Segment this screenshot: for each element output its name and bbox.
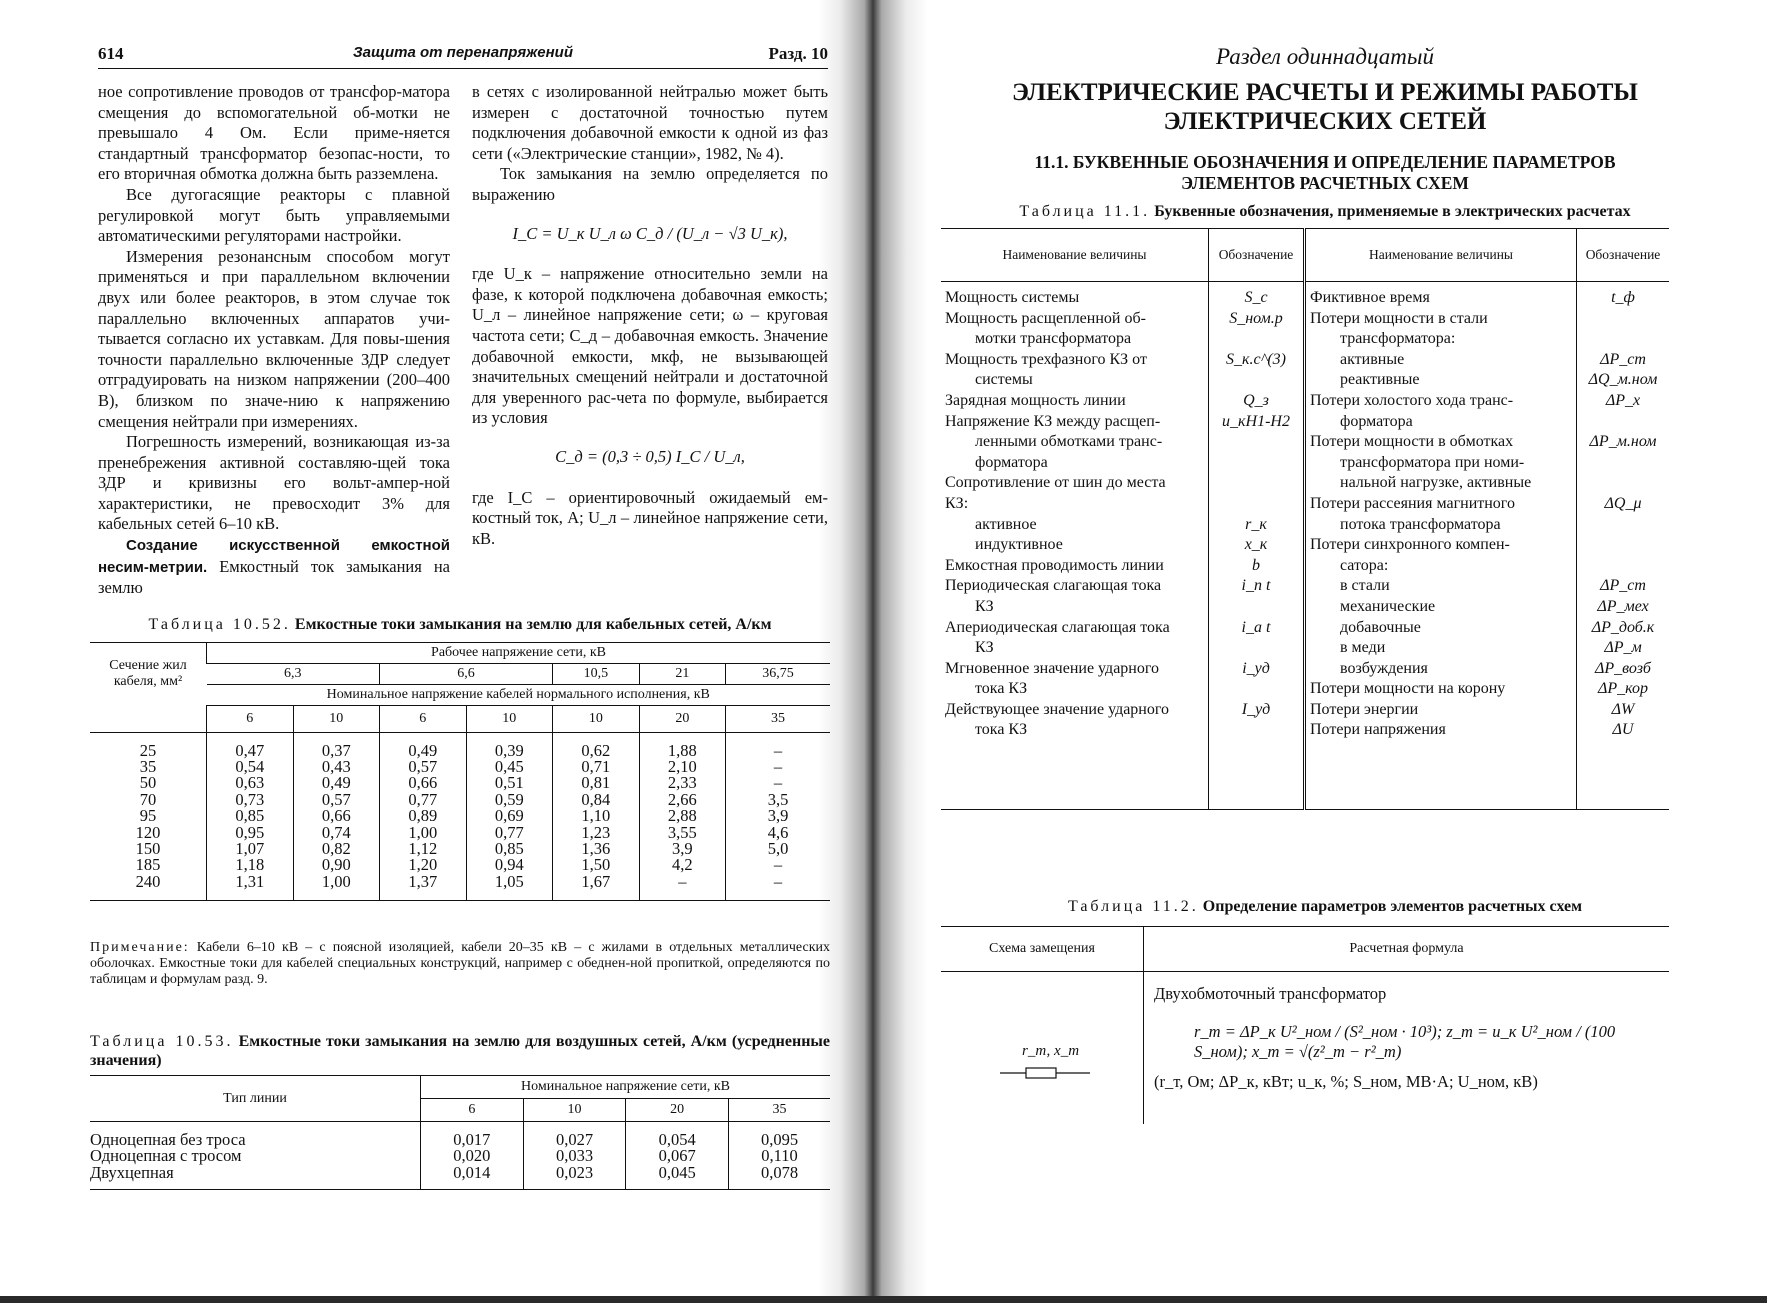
table-10-52-caption (90, 616, 830, 634)
formula-text: r_т = ΔP_к U²_ном / (S²_ном · 10³); z_т = u_к U²_ном / (100 S_ном); x_т = √(z²_т − r²_т) (1194, 1022, 1616, 1061)
list-line: КЗ: (945, 494, 969, 512)
table-cell: 0,49 (293, 775, 380, 791)
table-cell: 1,10 (553, 808, 640, 824)
table-cell: 5,0 (726, 841, 830, 857)
table-cell: 2,10 (639, 759, 726, 775)
list-line: активное (975, 515, 1037, 533)
list-line: Потери холостого хода транс- (1310, 391, 1514, 409)
text-column-1 (98, 82, 450, 599)
table-cell: 3,5 (726, 792, 830, 808)
list-line (1213, 494, 1299, 515)
list-line: S_c (1244, 289, 1268, 306)
list-line: ΔU (1612, 721, 1634, 739)
table-cell: 0,66 (293, 808, 380, 824)
table-header: Тип линии (90, 1076, 421, 1122)
table-header: 20 (626, 1099, 729, 1122)
list-line: реактивные (1340, 371, 1420, 389)
table-header: Номинальное напряжение кабелей нормального исполнения, кВ (207, 685, 831, 706)
list-line (1581, 556, 1665, 577)
list-line: Сопротивление от шин до места (945, 474, 1166, 492)
subsection-title (925, 152, 1725, 194)
table-header: 21 (639, 664, 726, 685)
list-line: Мощность трехфазного КЗ от (945, 350, 1147, 368)
list-line: активные (1340, 350, 1405, 368)
list-line: Апериодическая слагающая тока (945, 618, 1170, 636)
table-cell: 3,9 (726, 808, 830, 824)
table-header: Сечение жил кабеля, мм² (109, 658, 187, 690)
table-cell: 1,12 (380, 841, 467, 857)
paragraph (98, 535, 450, 599)
table-cell: 50 (139, 773, 157, 793)
table-cell: 95 (139, 806, 157, 826)
resistor-symbol-icon (1000, 1063, 1090, 1083)
list-line: потока трансформатора (1340, 515, 1501, 533)
list-line: Емкостная проводимость линии (945, 556, 1164, 574)
table-cell: 1,88 (639, 732, 726, 759)
row-title: Двухобмоточный трансформатор (1154, 984, 1387, 1003)
list-line: Потери мощности в обмотках (1310, 433, 1514, 451)
table-cell: 0,49 (380, 732, 467, 759)
table-note (90, 940, 830, 988)
scheme-cell (941, 972, 1144, 1125)
list-line (1581, 453, 1665, 474)
table-cell: 1,37 (380, 874, 467, 901)
table-cell: 0,71 (553, 759, 640, 775)
list-line: форматора (1340, 412, 1413, 430)
list-line (1213, 370, 1299, 391)
formula-ic: I_C = U_к U_л ω C_д / (U_л − √3 U_к), (512, 223, 788, 243)
names-column-left (941, 282, 1209, 810)
table-cell: 1,07 (207, 841, 294, 857)
list-line: Потери рассеяния магнитного (1310, 494, 1515, 512)
list-line: трансформатора: (1340, 330, 1456, 348)
list-line: добавочные (1340, 618, 1421, 636)
list-line (1213, 453, 1299, 474)
table-cell: 4,2 (639, 857, 726, 873)
table-cell: 185 (135, 855, 161, 875)
table-cell: 1,23 (553, 825, 640, 841)
table-row (90, 792, 830, 808)
table-cell: 25 (139, 740, 157, 760)
list-line (1581, 309, 1665, 330)
table-header: 10 (293, 706, 380, 733)
table-cell: 150 (135, 838, 161, 858)
table-11-2 (941, 926, 1669, 1124)
list-line: ΔP_ст (1600, 350, 1646, 368)
table-cell: – (726, 775, 830, 791)
table-cell: 1,31 (207, 874, 294, 901)
list-line: ΔP_кор (1597, 680, 1649, 698)
list-line: ленными обмотками транс- (975, 433, 1163, 451)
list-line: S_ном.р (1229, 309, 1283, 327)
table-header: 10 (466, 706, 553, 733)
list-line (1213, 720, 1299, 741)
table-row (90, 1122, 830, 1149)
list-line (1213, 638, 1299, 659)
table-cell: 0,66 (380, 775, 467, 791)
table-row (90, 825, 830, 841)
scheme-label: r_т, x_т (1022, 1043, 1080, 1059)
table-cell: 0,014 (421, 1165, 524, 1190)
table-header: Наименование величины (1002, 247, 1147, 262)
left-page (0, 0, 862, 1303)
table-row (90, 857, 830, 873)
table-cell: 2,66 (639, 792, 726, 808)
table-row (90, 759, 830, 775)
list-line: в меди (1340, 639, 1386, 657)
caption-prefix: Таблица 11.1. (1019, 203, 1151, 220)
list-line: S_к.с^(3) (1226, 350, 1286, 368)
formula-cell (1144, 972, 1670, 1125)
table-row (90, 841, 830, 857)
list-line: Потери мощности на корону (1310, 680, 1506, 698)
section-title: Раздел одиннадцатый (1216, 44, 1434, 69)
table-cell: 1,00 (293, 874, 380, 901)
table-cell: 120 (135, 822, 161, 842)
paragraph: где U_к – напряжение относительно земли на фазе, к которой подключена добавочная емкость; U_л – линейное напряжение сети; ω – круговая частота сети; C_д – добавочная емкость. Значение добавочной емкости, мкф, не вызывающей значительных смещений нейтрали и достаточной для уверенного рас-чета по формуле, выбирается из условия (472, 264, 828, 428)
symbols-column-left (1209, 282, 1305, 810)
table-cell: 0,94 (466, 857, 553, 873)
table-cell: 0,020 (421, 1148, 524, 1164)
table-row (90, 732, 830, 759)
list-line: форматора (975, 453, 1048, 471)
table-cell: 0,63 (207, 775, 294, 791)
table-cell: 240 (135, 871, 161, 891)
list-line: Мощность системы (945, 289, 1080, 306)
list-line (1581, 535, 1665, 556)
table-cell: 0,77 (380, 792, 467, 808)
list-line (1213, 432, 1299, 453)
table-header: 10 (553, 706, 640, 733)
right-page (905, 0, 1767, 1303)
list-line: Зарядная мощность линии (945, 391, 1126, 409)
note-text: Кабели 6–10 кВ – с поясной изоляцией, кабели 20–35 кВ – с жилами в отдельных металлических оболочках. Емкостные токи для кабелей специальных конструкций, например с обеднен-ной пропиткой, определяются по таблицам и формулам разд. 9. (90, 940, 830, 987)
table-header: 36,75 (726, 664, 830, 685)
list-line: возбуждения (1340, 659, 1428, 677)
table-header: 6,6 (380, 664, 553, 685)
caption-title: Емкостные токи замыкания на землю для кабельных сетей, А/км (294, 616, 772, 633)
table-11-1-caption (925, 203, 1725, 221)
table-cell: 0,57 (380, 759, 467, 775)
symbols-column-right (1577, 282, 1670, 810)
list-line (1213, 679, 1299, 700)
table-cell: Одноцепная без троса (90, 1122, 421, 1149)
list-line (1581, 329, 1665, 350)
list-line: ΔP_мех (1597, 597, 1649, 615)
table-cell: 0,82 (293, 841, 380, 857)
table-10-53-caption (90, 1032, 830, 1070)
table-row (90, 775, 830, 791)
list-line: ΔQ_м.ном (1588, 371, 1658, 389)
list-line: Мгновенное значение ударного (945, 659, 1160, 677)
table-cell: 0,110 (761, 1146, 798, 1166)
list-line: системы (975, 371, 1033, 389)
paragraph: где I_C – ориентировочный ожидаемый ем-костный ток, А; U_л – линейное напряжение сети, кВ. (472, 487, 828, 548)
list-line: Потери напряжения (1310, 721, 1446, 739)
bold-lead: Создание искусственной емкостной несим-метрии. (98, 537, 450, 576)
table-header: 6,3 (207, 664, 380, 685)
paragraph: Измерения резонансным способом могут применяться и при параллельном включении двух или более реакторов, в этом случае ток параллельно включенных аппаратов учи-тывается согласно их уставкам. Для повы-шения точности параллельно включенные ЗДР следует отградуировать на низком напряжении (200–400 В), близком по значе-нию к напряжению смещения нейтрали при измерениях. (98, 246, 450, 431)
list-line: Мощность расщепленной об- (945, 309, 1146, 327)
table-cell: 0,43 (293, 759, 380, 775)
table-header: 35 (772, 1102, 787, 1117)
table-header: 6 (380, 706, 467, 733)
table-cell: 0,69 (466, 808, 553, 824)
table-cell: Одноцепная с тросом (90, 1148, 421, 1164)
caption-title: Емкостные токи замыкания на землю для воздушных сетей, А/км (усредненные значения) (90, 1033, 831, 1069)
paragraph: Все дугогасящие реакторы с плавной регулировкой могут быть управляемыми автоматическими регуляторами настройки. (98, 184, 450, 246)
list-line: ΔW (1611, 700, 1635, 718)
table-cell: 0,85 (466, 841, 553, 857)
list-line: Потери синхронного компен- (1310, 536, 1510, 554)
list-line: КЗ (975, 597, 994, 615)
table-cell: 4,6 (726, 825, 830, 841)
caption-title: Буквенные обозначения, применяемые в электрических расчетах (1154, 203, 1631, 220)
list-line: Потери мощности в стали (1310, 309, 1488, 327)
table-cell: 0,81 (553, 775, 640, 791)
list-line (1213, 597, 1299, 618)
table-header (90, 706, 207, 733)
table-cell: 0,027 (523, 1122, 626, 1149)
table-cell: – (726, 759, 830, 775)
table-cell: 3,9 (639, 841, 726, 857)
table-cell: 1,00 (380, 825, 467, 841)
table-header: 35 (726, 706, 830, 733)
table-header: Обозначение (1209, 229, 1305, 282)
list-line: Фиктивное время (1310, 289, 1430, 306)
list-line: механические (1340, 597, 1436, 615)
list-line: ΔP_м.ном (1589, 433, 1657, 451)
list-line: мотки трансформатора (975, 330, 1132, 348)
table-cell: 1,20 (380, 857, 467, 873)
table-cell: 2,33 (639, 775, 726, 791)
table-header: 10,5 (553, 664, 640, 685)
chapter-title (925, 78, 1725, 136)
table-header: Наименование величины (1305, 229, 1577, 282)
table-row (90, 874, 830, 901)
list-line (1213, 473, 1299, 494)
table-header: Рабочее напряжение сети, кВ (207, 643, 831, 664)
list-line: Периодическая слагающая тока (945, 577, 1162, 595)
table-cell: 0,078 (760, 1162, 799, 1182)
table-cell: 0,45 (466, 759, 553, 775)
caption-prefix: Таблица 10.53. (90, 1033, 234, 1050)
table-cell: 1,05 (466, 874, 553, 901)
table-cell: 3,55 (639, 825, 726, 841)
list-line: i_уд (1242, 659, 1270, 677)
table-cell: 0,37 (293, 732, 380, 759)
table-cell: 0,62 (553, 732, 640, 759)
table-cell: – (726, 732, 830, 759)
table-cell: 0,89 (380, 808, 467, 824)
list-line: нальной нагрузке, активные (1340, 474, 1532, 492)
table-cell: 0,023 (523, 1165, 626, 1190)
table-cell: 0,84 (553, 792, 640, 808)
table-cell: – (639, 874, 726, 901)
table-cell: 0,59 (466, 792, 553, 808)
chapter-title-line: ЭЛЕКТРИЧЕСКИХ СЕТЕЙ (1163, 108, 1487, 135)
table-header: 10 (523, 1099, 626, 1122)
table-cell: 1,50 (553, 857, 640, 873)
paragraph: ное сопротивление проводов от трансфор-матора смещения до вспомогательной об-мотки не превышало 4 Ом. Если приме-няется стандартный трансформатор безопас-ности, то его вторичная обмотка должна быть разземлена. (98, 82, 450, 184)
list-line: тока КЗ (975, 680, 1028, 698)
table-11-1 (941, 228, 1669, 810)
table-cell: 0,067 (626, 1148, 729, 1164)
table-cell: – (726, 857, 830, 873)
table-cell: 0,77 (466, 825, 553, 841)
table-cell: 1,36 (553, 841, 640, 857)
formula-cd: C_д = (0,3 ÷ 0,5) I_C / U_л, (555, 446, 745, 466)
table-11-2-caption (925, 898, 1725, 916)
table-cell: – (726, 874, 830, 901)
running-title: Защита от перенапряжений (352, 44, 574, 61)
table-cell: 2,88 (639, 808, 726, 824)
list-line (1581, 473, 1665, 494)
list-line: b (1252, 556, 1260, 574)
list-line: ΔP_ст (1600, 577, 1646, 595)
table-header: Номинальное напряжение сети, кВ (421, 1076, 831, 1099)
list-line: сатора: (1340, 556, 1389, 574)
list-line: i_a t (1241, 618, 1271, 636)
section-label: Разд. 10 (768, 44, 828, 63)
table-cell: 0,39 (466, 732, 553, 759)
list-line: КЗ (975, 639, 994, 657)
table-10-52 (90, 642, 830, 901)
table-cell: 0,033 (523, 1148, 626, 1164)
caption-prefix: Таблица 11.2. (1067, 898, 1199, 915)
table-10-53 (90, 1075, 830, 1190)
table-cell: 0,57 (293, 792, 380, 808)
table-cell: 35 (139, 756, 157, 776)
table-cell: 0,74 (293, 825, 380, 841)
table-cell: 0,045 (626, 1165, 729, 1190)
table-cell: 0,47 (207, 732, 294, 759)
table-cell: 0,54 (207, 759, 294, 775)
list-line: t_ф (1611, 289, 1635, 306)
list-line: трансформатора при номи- (1340, 453, 1525, 471)
table-cell: 0,095 (760, 1130, 799, 1149)
note-label: Примечание: (90, 940, 190, 955)
list-line: ΔQ_μ (1604, 494, 1642, 512)
table-cell: 0,017 (421, 1122, 524, 1149)
table-header: Схема замещения (989, 941, 1095, 956)
list-line: x_к (1244, 536, 1268, 554)
names-column-right (1305, 282, 1577, 810)
table-cell: 1,67 (553, 874, 640, 901)
list-line: r_к (1245, 515, 1267, 533)
table-header: Расчетная формула (1144, 927, 1670, 972)
table-cell: 0,90 (293, 857, 380, 873)
subsection-title-line: ЭЛЕМЕНТОВ РАСЧЕТНЫХ СХЕМ (1181, 173, 1469, 193)
table-cell: 1,18 (207, 857, 294, 873)
caption-title: Определение параметров элементов расчетных схем (1202, 898, 1583, 915)
running-header (98, 44, 828, 69)
table-cell: 0,054 (626, 1122, 729, 1149)
list-line: i_п t (1241, 577, 1271, 595)
list-line: тока КЗ (975, 721, 1028, 739)
list-line: индуктивное (975, 536, 1063, 554)
paragraph: Ток замыкания на землю определяется по выражению (472, 164, 828, 204)
paragraph: Погрешность измерений, возникающая из-за пренебрежения активной составляю-щей тока ЗДР и кривизны его вольт-ампер-ной характеристики, не превосходит 3% для кабельных сетей 6–10 кВ. (98, 432, 450, 534)
table-cell: 70 (139, 789, 157, 809)
table-cell: 0,73 (207, 792, 294, 808)
paragraph: в сетях с изолированной нейтралью может быть измерен с достаточной точностью путем подключения добавочной емкости к одной из фаз сети («Электрические станции», 1982, № 4). (472, 82, 828, 163)
page-number: 614 (98, 44, 124, 63)
list-line: ΔP_м (1604, 639, 1642, 657)
list-line: Потери энергии (1310, 700, 1419, 718)
list-line: Напряжение КЗ между расщеп- (945, 412, 1161, 430)
caption-prefix: Таблица 10.52. (148, 616, 291, 633)
list-line: u_кН1-Н2 (1222, 412, 1290, 430)
list-line: ΔP_возб (1595, 659, 1651, 677)
list-line: I_уд (1241, 700, 1271, 718)
list-line: ΔP_x (1605, 391, 1641, 409)
chapter-title-line: ЭЛЕКТРИЧЕСКИЕ РАСЧЕТЫ И РЕЖИМЫ РАБОТЫ (1012, 79, 1638, 106)
table-header: 6 (421, 1099, 524, 1122)
list-line (1581, 412, 1665, 433)
table-row (90, 1165, 830, 1190)
list-line: Q_з (1243, 391, 1269, 409)
table-row (90, 808, 830, 824)
list-line (1581, 515, 1665, 536)
list-line: Действующее значение ударного (945, 700, 1170, 718)
table-cell: 0,95 (207, 825, 294, 841)
list-line (1213, 329, 1299, 350)
list-line: в стали (1340, 577, 1390, 595)
table-header: Обозначение (1577, 229, 1670, 282)
units-text: (r_т, Ом; ΔP_к, кВт; u_к, %; S_ном, МВ·А; U_ном, кВ) (1154, 1072, 1538, 1091)
table-cell: 0,85 (207, 808, 294, 824)
table-cell: 0,51 (466, 775, 553, 791)
paragraph-tail: Емкостный ток замыкания на землю (98, 556, 450, 598)
table-body (90, 732, 830, 901)
text-column-2 (472, 82, 828, 549)
table-header: 6 (207, 706, 294, 733)
table-body (90, 1122, 830, 1190)
subsection-title-line: 11.1. БУКВЕННЫЕ ОБОЗНАЧЕНИЯ И ОПРЕДЕЛЕНИЕ ПАРАМЕТРОВ (1034, 152, 1616, 172)
table-cell: Двухцепная (90, 1165, 421, 1190)
table-header: 20 (639, 706, 726, 733)
list-line: ΔP_доб.к (1591, 618, 1655, 636)
